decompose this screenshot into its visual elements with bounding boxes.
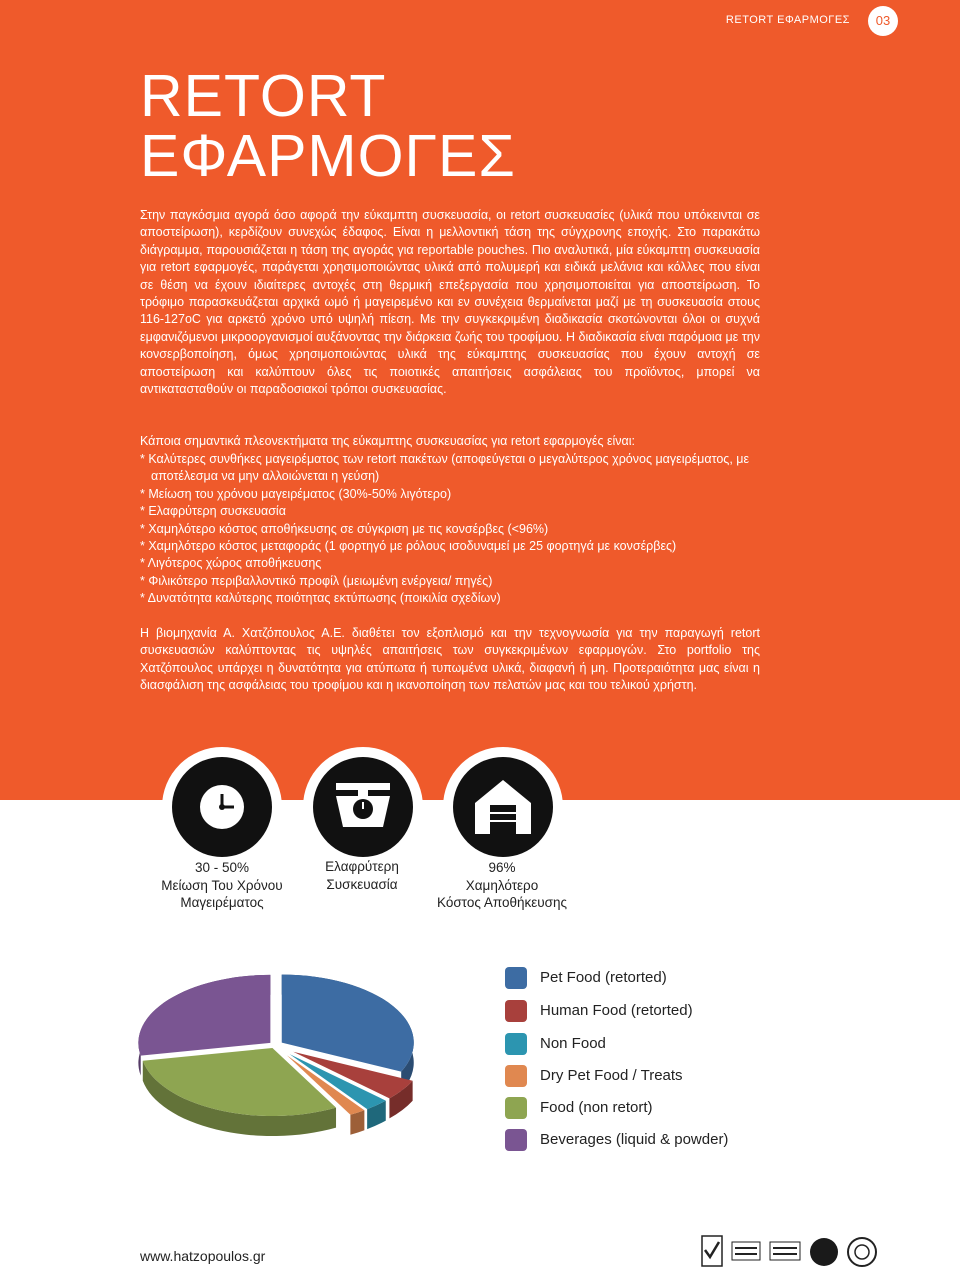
clock-icon xyxy=(162,747,282,867)
advantage-item: * Λιγότερος χώρος αποθήκευσης xyxy=(140,555,760,572)
legend-swatch xyxy=(505,1097,527,1119)
title-line-1: RETORT xyxy=(140,63,387,129)
brc-logo xyxy=(702,1236,722,1266)
un-global-compact-logo xyxy=(848,1238,876,1266)
scale-icon xyxy=(303,747,423,867)
legend-label: Food (non retort) xyxy=(540,1099,653,1116)
certification-logos xyxy=(700,1230,880,1270)
advantages-intro: Κάποια σημαντικά πλεονεκτήματα της εύκαμπτης συσκευασίας για retort εφαρμογές είναι: xyxy=(140,434,636,448)
pie-slice xyxy=(282,975,414,1072)
stat-caption-storage xyxy=(417,859,587,912)
stat-label: Κόστος Αποθήκευσης xyxy=(437,895,567,910)
intro-paragraph: Στην παγκόσμια αγορά όσο αφορά την εύκαμπτη συσκευασία, οι retort συσκευασίες (υλικά που υπόκεινται σε αποστείρωση), κερδίζουν συνεχώς έδαφος. Είναι η μελλοντική τάση της σύγχρονης εποχής. Στο παρακάτω διάγραμμα, παρουσιάζεται η τάση της αγοράς για reportable pouches. Πιο αναλυτικά, μία εύκαμπτη συσκευασία για retort εφαρμογές, παράγεται χρησιμοποιώντας υλικά από πολυμερή και ειδικά μελάνια και κόλλες που είναι σε θέση να έχουν ιδιαίτερες αντοχές στη θερμική επεξεργασία που χρησιμοποιείται για αποστείρωση. Το τρόφιμο παρασκευάζεται αρχικά ωμό ή μαγειρεμένο και εν συνέχεια θερμαίνεται μαζί με τη συσκευασία στους 116-127oC για αρκετό χρόνο υπό υψηλή πίεση. Με την συγκεκριμένη διαδικασία σκοτώνονται όλοι οι συχνά εμφανιζόμενοι μικροοργανισμοί αυξάνοντας την διάρκεια ζωής του τροφίμου. Η διαδικασία είναι παρόμοια με την κονσερβοποίηση, όμως χρησιμοποιώντας υλικά της εύκαμπτης συσκευασίας που έχουν αντοχή σε αποστείρωση και καλύπτουν όλες τις ποιοτικές απαιτήσεις ασφάλειας του προϊόντος, μπορεί να αντικατασταθούν οι παραδοσιακοί τρόποι συσκευασίας. xyxy=(140,208,760,397)
legend-label: Dry Pet Food / Treats xyxy=(540,1067,683,1084)
advantage-item: * Φιλικότερο περιβαλλοντικό προφίλ (μειωμένη ενέργεια/ πηγές) xyxy=(140,573,760,590)
legend-swatch xyxy=(505,1065,527,1087)
legend-swatch xyxy=(505,967,527,989)
footer-url[interactable]: www.hatzopoulos.gr xyxy=(140,1248,266,1264)
stat-value: 96% xyxy=(488,860,516,875)
iso-9001-logo xyxy=(732,1242,760,1260)
closing-paragraph: Η βιομηχανία Α. Χατζόπουλος Α.Ε. διαθέτει τον εξοπλισμό και την τεχνογνωσία για την παραγωγή retort συσκευασιών καλύπτοντας τις υψηλές απαιτήσεις των συγκεκριμένων εφαρμογών. Στο portfolio της Χατζόπουλος υπάρχει η δυνατότητα για ατύπωτα ή τυπωμένα υλικά, διαφανή ή μη. Προτεραιότητα μας είναι η διασφάλιση της ασφάλειας του τροφίμου και η ικανοποίηση των πελατών μας και του τελικού χρήστη. xyxy=(140,626,760,693)
legend-swatch xyxy=(505,1033,527,1055)
legend-swatch xyxy=(505,1129,527,1151)
page-number: 03 xyxy=(868,6,898,36)
stat-label: Μαγειρέματος xyxy=(180,895,264,910)
sedex-logo xyxy=(810,1238,838,1266)
warehouse-icon xyxy=(443,747,563,867)
legend-label: Pet Food (retorted) xyxy=(540,969,667,986)
iso-14001-logo xyxy=(770,1242,800,1260)
legend-swatch xyxy=(505,1000,527,1022)
pie-slice xyxy=(138,975,270,1056)
legend-label: Beverages (liquid & powder) xyxy=(540,1131,729,1148)
advantage-item: * Καλύτερες συνθήκες μαγειρέματος των retort πακέτων (αποφεύγεται ο μεγαλύτερος χρόνος μαγειρέματος, με αποτέλεσμα να μην αλλοιώνεται η γεύση) xyxy=(140,451,760,486)
advantage-item: * Χαμηλότερο κόστος αποθήκευσης σε σύγκριση με τις κονσέρβες (<96%) xyxy=(140,521,760,538)
advantage-item: * Μείωση του χρόνου μαγειρέματος (30%-50% λιγότερο) xyxy=(140,486,760,503)
legend-label: Human Food (retorted) xyxy=(540,1002,693,1019)
section-label: RETORT ΕΦΑΡΜΟΓΕΣ xyxy=(725,14,850,26)
advantage-item: * Χαμηλότερο κόστος μεταφοράς (1 φορτηγό με ρόλους ισοδυναμεί με 25 φορτηγά με κονσέρβες) xyxy=(140,538,760,555)
stat-value: 30 - 50% xyxy=(194,860,250,875)
stat-label: Συσκευασία xyxy=(326,876,398,892)
title-line-2: ΕΦΑΡΜΟΓΕΣ xyxy=(140,123,516,189)
advantage-item: * Ελαφρύτερη συσκευασία xyxy=(140,503,760,520)
market-pie-chart xyxy=(135,965,435,1155)
legend-label: Non Food xyxy=(540,1035,606,1052)
stat-label: Ελαφρύτερη xyxy=(325,859,399,874)
advantage-item: * Δυνατότητα καλύτερης ποιότητας εκτύπωσης (ποικιλία σχεδίων) xyxy=(140,590,760,607)
advantages-list xyxy=(140,451,760,608)
page-title xyxy=(140,63,516,189)
stat-label: Χαμηλότερο xyxy=(465,877,539,893)
stat-label: Μείωση Του Χρόνου xyxy=(161,877,283,893)
